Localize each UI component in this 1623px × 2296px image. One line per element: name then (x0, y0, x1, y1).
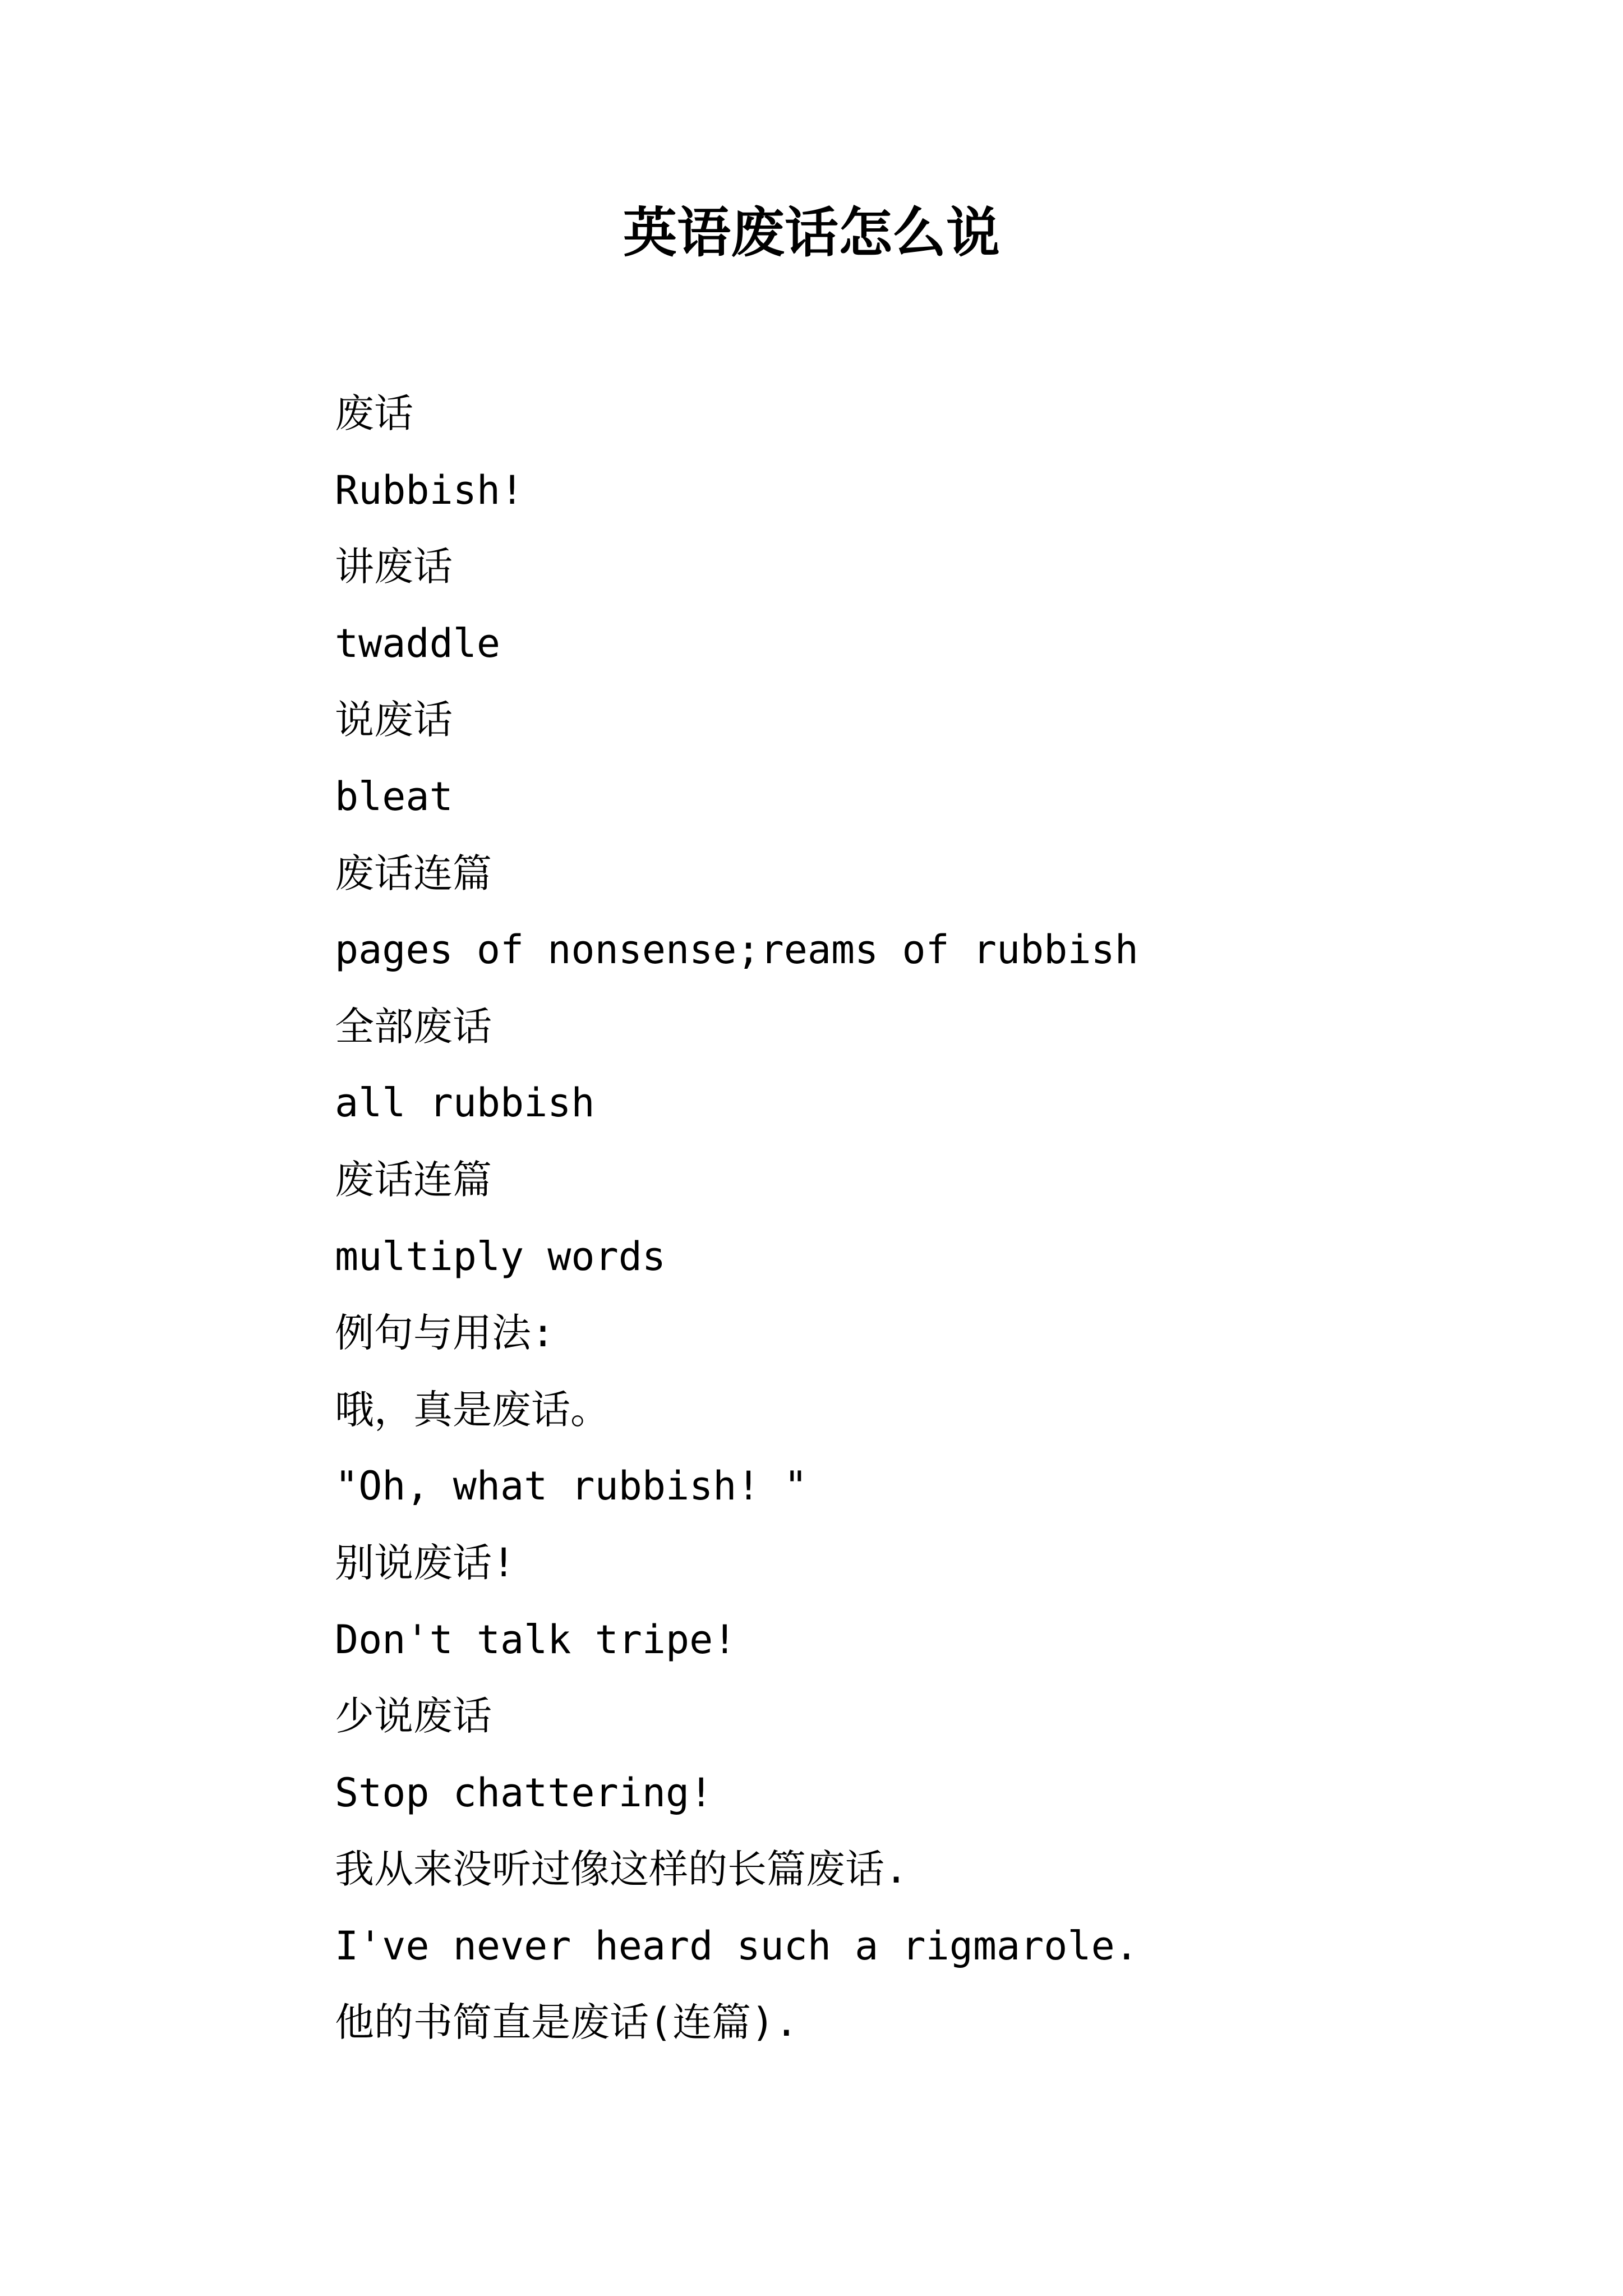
body-line: Don't talk tripe! (335, 1616, 737, 1663)
body-line: 少说废话 (335, 1693, 492, 1740)
body-line: twaddle (335, 620, 501, 666)
body-line: 全部废话 (335, 1003, 492, 1050)
body-line: pages of nonsense;reams of rubbish (335, 927, 1138, 973)
body-line: "Oh, what rubbish! " (335, 1463, 808, 1510)
body-line: 废话连篇 (335, 1156, 492, 1203)
document-body (335, 375, 1513, 2061)
body-line: 废话 (335, 390, 413, 436)
body-line: 别说废话! (335, 1539, 516, 1586)
body-line: 我从来没听过像这样的长篇废话. (335, 1846, 909, 1893)
body-line: 讲废话 (335, 544, 453, 590)
body-line: I've never heard such a rigmarole. (335, 1922, 1138, 1969)
body-line: 说废话 (335, 697, 453, 743)
body-line: Rubbish! (335, 467, 524, 513)
body-line: 例句与用法: (335, 1310, 555, 1356)
body-line: 他的书简直是废话(连篇). (335, 1999, 799, 2046)
body-line: multiply words (335, 1233, 666, 1280)
document-title: 英语废话怎么说 (623, 201, 1000, 264)
body-line: 哦，真是废话。 (335, 1386, 610, 1433)
body-line: 废话连篇 (335, 850, 492, 896)
body-line: bleat (335, 773, 453, 820)
body-line: all rubbish (335, 1080, 595, 1126)
body-line: Stop chattering! (335, 1769, 713, 1816)
